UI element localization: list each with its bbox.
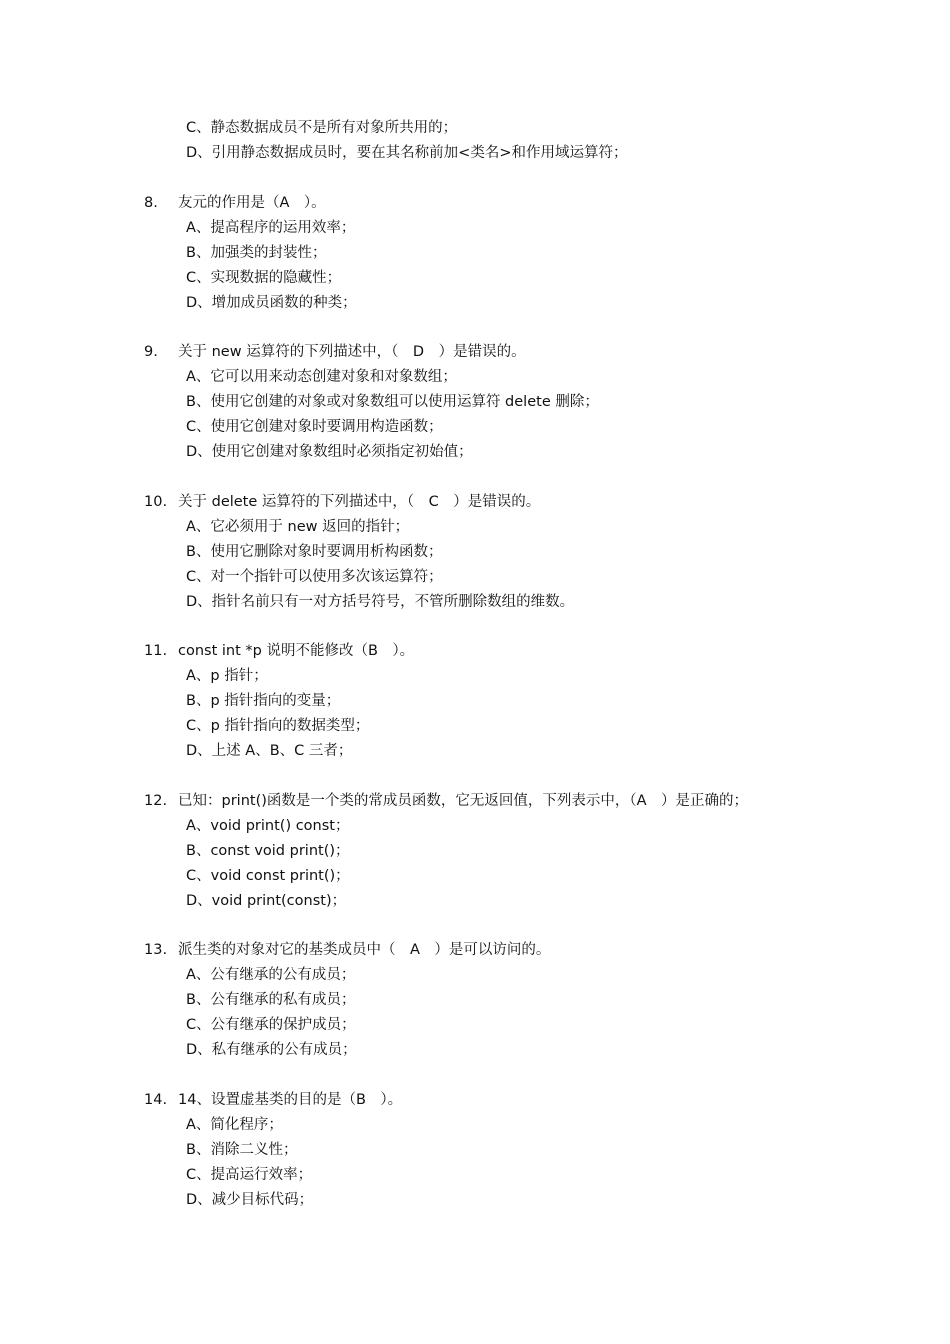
question-8-option-b: B、加强类的封装性；	[186, 245, 327, 261]
question-12-text: 已知：print()函数是一个类的常成员函数，它无返回值，下列表示中，（A ）是正确的；	[178, 793, 749, 809]
question-8-text: 友元的作用是（A ）。	[178, 195, 326, 211]
question-13-text: 派生类的对象对它的基类成员中（ A ）是可以访问的。	[178, 942, 551, 958]
question-11-option-c: C、p 指针指向的数据类型；	[186, 718, 370, 734]
question-12-option-d: D、void print(const)；	[186, 893, 347, 909]
question-10-option-c: C、对一个指针可以使用多次该运算符；	[186, 569, 443, 585]
question-14-option-b: B、消除二义性；	[186, 1142, 298, 1158]
question-14-text: 14、设置虚基类的目的是（B ）。	[178, 1092, 403, 1108]
question-10-text: 关于 delete 运算符的下列描述中，（ C ）是错误的。	[178, 494, 541, 510]
question-11-option-a: A、p 指针；	[186, 668, 268, 684]
question-11-option-d: D、上述 A、B、C 三者；	[186, 743, 353, 759]
question-9-option-c: C、使用它创建对象时要调用构造函数；	[186, 419, 443, 435]
question-9-text: 关于 new 运算符的下列描述中，（ D ）是错误的。	[178, 344, 526, 360]
question-14-number: 14.	[144, 1092, 168, 1108]
question-8-option-d: D、增加成员函数的种类；	[186, 295, 357, 311]
question-14-option-c: C、提高运行效率；	[186, 1167, 313, 1183]
question-11-number: 11.	[144, 643, 168, 659]
question-9-option-a: A、它可以用来动态创建对象和对象数组；	[186, 369, 457, 385]
continued-option-d: D、引用静态数据成员时，要在其名称前加<类名>和作用域运算符；	[186, 145, 628, 161]
question-10-option-a: A、它必须用于 new 返回的指针；	[186, 519, 410, 535]
question-13-option-d: D、私有继承的公有成员；	[186, 1042, 357, 1058]
question-14-option-a: A、简化程序；	[186, 1117, 283, 1133]
question-12-option-c: C、void const print()；	[186, 868, 350, 884]
question-11-text: const int *p 说明不能修改（B ）。	[178, 643, 415, 659]
question-9-option-d: D、使用它创建对象数组时必须指定初始值；	[186, 444, 473, 460]
question-11-option-b: B、p 指针指向的变量；	[186, 693, 341, 709]
question-10-option-d: D、指针名前只有一对方括号符号，不管所删除数组的维数。	[186, 594, 575, 610]
question-8-number: 8.	[144, 195, 158, 211]
question-9-option-b: B、使用它创建的对象或对象数组可以使用运算符 delete 删除；	[186, 394, 599, 410]
question-8-option-c: C、实现数据的隐藏性；	[186, 270, 342, 286]
question-10-number: 10.	[144, 494, 168, 510]
question-13-number: 13.	[144, 942, 168, 958]
question-13-option-a: A、公有继承的公有成员；	[186, 967, 356, 983]
question-13-option-b: B、公有继承的私有成员；	[186, 992, 356, 1008]
question-8-option-a: A、提高程序的运用效率；	[186, 220, 356, 236]
question-12-number: 12.	[144, 793, 168, 809]
continued-option-c: C、静态数据成员不是所有对象所共用的；	[186, 120, 458, 136]
question-12-option-b: B、const void print()；	[186, 843, 350, 859]
question-9-number: 9.	[144, 344, 158, 360]
question-10-option-b: B、使用它删除对象时要调用析构函数；	[186, 544, 443, 560]
question-12-option-a: A、void print() const；	[186, 818, 350, 834]
question-14-option-d: D、减少目标代码；	[186, 1192, 314, 1208]
question-13-option-c: C、公有继承的保护成员；	[186, 1017, 356, 1033]
